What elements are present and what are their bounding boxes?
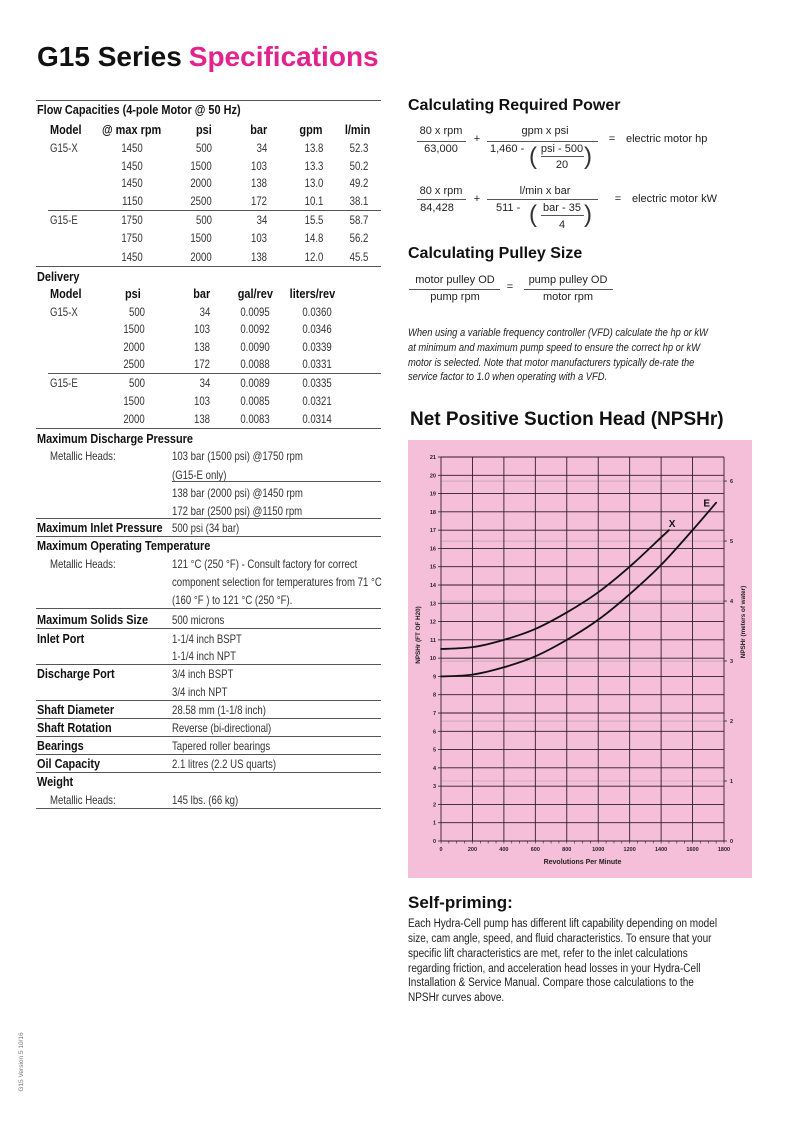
npsh-chart xyxy=(408,440,752,878)
equals-sign: = xyxy=(608,133,616,145)
spec-label-max-inlet: Maximum Inlet Pressure xyxy=(37,520,163,535)
cell-psi: 500 xyxy=(128,305,145,319)
cell-gal-rev: 0.0085 xyxy=(240,394,270,408)
y-tick-label: 21 xyxy=(429,455,436,461)
col-header-liters-rev: liters/rev xyxy=(289,286,335,301)
x-tick-label: 1400 xyxy=(654,847,668,853)
col-header-model: Model xyxy=(50,122,82,137)
formula-result: electric motor hp xyxy=(626,133,708,145)
cell-gpm: 15.5 xyxy=(304,213,323,227)
equals-sign: = xyxy=(506,281,514,293)
divider xyxy=(36,700,381,701)
spec-label-discharge-port: Discharge Port xyxy=(37,666,115,681)
formula-denominator: 63,000 xyxy=(424,143,458,155)
body-line: size, cam angle, speed, and fluid characteristics. To ensure that your xyxy=(408,933,712,945)
cell-bar: 138 xyxy=(193,412,210,426)
formula-denominator: 84,428 xyxy=(420,202,454,214)
cell-lmin: 45.5 xyxy=(349,250,368,264)
spec-label-shaft-rotation: Shaft Rotation xyxy=(37,720,112,735)
spec-label-inlet-port: Inlet Port xyxy=(37,631,85,646)
y2-axis-title: NPSHr (meters of water) xyxy=(740,585,747,659)
body-line: NPSHr curves above. xyxy=(408,992,505,1004)
cell-rpm: 1450 xyxy=(121,141,143,155)
y2-tick-label: 6 xyxy=(730,479,734,486)
spec-sublabel-metallic-heads: Metallic Heads: xyxy=(50,449,116,463)
y-tick-label: 18 xyxy=(429,509,436,516)
spec-label-max-temp: Maximum Operating Temperature xyxy=(37,538,211,553)
y2-tick-label: 5 xyxy=(730,539,734,546)
cell-lmin: 38.1 xyxy=(349,194,368,208)
npsh-chart-panel xyxy=(408,440,752,878)
cell-gpm: 13.3 xyxy=(304,159,323,173)
cell-liters-rev: 0.0314 xyxy=(302,412,332,426)
spec-sublabel-metallic-heads: Metallic Heads: xyxy=(50,793,116,807)
y-tick-label: 3 xyxy=(432,784,436,791)
spec-value: 500 microns xyxy=(172,613,225,627)
formula-denominator-prefix: 1,460 - xyxy=(490,143,525,155)
note-line: service factor to 1.0 when operating with a VFD. xyxy=(408,371,608,383)
fraction-bar xyxy=(541,215,584,216)
y-tick-label: 10 xyxy=(429,656,436,663)
spec-value: 500 psi (34 bar) xyxy=(172,521,240,535)
y-tick-label: 8 xyxy=(432,692,436,699)
cell-liters-rev: 0.0335 xyxy=(302,376,332,390)
cell-bar: 138 xyxy=(193,340,210,354)
spec-label-shaft-diameter: Shaft Diameter xyxy=(37,702,115,717)
formula-denominator: pump rpm xyxy=(430,291,480,303)
close-paren: ) xyxy=(584,143,592,170)
equals-sign: = xyxy=(614,193,622,205)
divider xyxy=(36,772,381,773)
self-priming-title: Self-priming: xyxy=(408,893,513,912)
col-header-psi: psi xyxy=(125,286,141,301)
title-series: G15 Series xyxy=(37,41,182,72)
y-tick-label: 15 xyxy=(429,564,436,571)
cell-model: G15-X xyxy=(50,141,78,155)
cell-bar: 34 xyxy=(199,305,210,319)
page-title xyxy=(37,41,379,73)
col-header-bar: bar xyxy=(250,122,267,137)
y-tick-label: 1 xyxy=(432,820,436,827)
open-paren: ( xyxy=(529,143,537,170)
x-tick-label: 1600 xyxy=(686,847,699,853)
cell-gpm: 13.8 xyxy=(304,141,323,155)
y-tick-label: 11 xyxy=(430,637,436,644)
inner-numerator: psi - 500 xyxy=(540,143,584,155)
cell-gal-rev: 0.0095 xyxy=(240,305,270,319)
spec-value: 103 bar (1500 psi) @1750 rpm xyxy=(172,449,303,463)
y-tick-label: 20 xyxy=(429,473,436,480)
divider xyxy=(48,210,381,211)
y-tick-label: 5 xyxy=(432,747,436,754)
spec-value: 1-1/4 inch NPT xyxy=(172,649,237,663)
spec-value: 3/4 inch NPT xyxy=(172,685,228,699)
formula-denominator-prefix: 511 - xyxy=(496,202,521,214)
y-axis-title: NPSHr (FT OF H20) xyxy=(415,606,422,664)
spec-value: Tapered roller bearings xyxy=(172,739,271,753)
y2-tick-label: 4 xyxy=(730,599,734,606)
spec-label-bearings: Bearings xyxy=(37,738,84,753)
cell-psi: 2000 xyxy=(123,412,145,426)
cell-lmin: 56.2 xyxy=(349,231,368,245)
pulley-title: Calculating Pulley Size xyxy=(408,245,583,262)
inner-denominator: 20 xyxy=(555,159,569,171)
cell-liters-rev: 0.0331 xyxy=(302,357,332,371)
cell-gal-rev: 0.0089 xyxy=(240,376,270,390)
y-tick-label: 7 xyxy=(432,711,436,717)
cell-psi: 2500 xyxy=(190,194,212,208)
plus-sign: + xyxy=(473,193,481,205)
cell-bar: 34 xyxy=(199,376,210,390)
cell-gal-rev: 0.0090 xyxy=(240,340,270,354)
version-footer: G15 Version 5 10/16 xyxy=(18,1032,25,1092)
body-line: specific lift characteristics are met, refer to the inlet calculations xyxy=(408,948,688,960)
delivery-title: Delivery xyxy=(37,269,80,284)
cell-psi: 1500 xyxy=(123,394,145,408)
formula-numerator: motor pulley OD xyxy=(415,274,495,286)
inner-denominator: 4 xyxy=(558,219,566,231)
spec-label-max-solids: Maximum Solids Size xyxy=(37,612,149,627)
divider xyxy=(36,536,381,537)
cell-lmin: 50.2 xyxy=(349,159,368,173)
cell-rpm: 1750 xyxy=(121,213,143,227)
divider xyxy=(36,718,381,719)
cell-rpm: 1450 xyxy=(121,159,143,173)
y-tick-label: 19 xyxy=(429,491,436,498)
spec-value: component selection for temperatures from 71 °C xyxy=(172,575,382,589)
formula-numerator: 80 x rpm xyxy=(419,125,463,137)
spec-value: 2.1 litres (2.2 US quarts) xyxy=(172,757,277,771)
cell-bar: 34 xyxy=(256,141,267,155)
cell-rpm: 1150 xyxy=(122,194,143,208)
cell-liters-rev: 0.0339 xyxy=(302,340,332,354)
spec-sublabel-metallic-heads: Metallic Heads: xyxy=(50,557,116,571)
cell-bar: 172 xyxy=(193,357,210,371)
cell-bar: 172 xyxy=(250,194,267,208)
spec-value: 28.58 mm (1-1/8 inch) xyxy=(172,703,266,717)
cell-psi: 500 xyxy=(195,141,212,155)
cell-liters-rev: 0.0346 xyxy=(302,322,332,336)
cell-gal-rev: 0.0088 xyxy=(240,357,270,371)
y-tick-label: 14 xyxy=(429,583,436,589)
cell-psi: 500 xyxy=(128,376,145,390)
cell-model: G15-E xyxy=(50,376,78,390)
y-tick-label: 9 xyxy=(432,674,436,681)
divider xyxy=(36,808,381,809)
divider xyxy=(36,100,381,101)
cell-bar: 103 xyxy=(193,322,210,336)
cell-bar: 103 xyxy=(250,231,267,245)
y-tick-label: 0 xyxy=(432,839,436,845)
x-tick-label: 400 xyxy=(499,847,509,853)
x-tick-label: 1200 xyxy=(623,847,636,853)
cell-bar: 138 xyxy=(250,250,267,264)
y-tick-label: 12 xyxy=(429,619,436,626)
y2-tick-label: 0 xyxy=(730,839,734,845)
y-tick-label: 16 xyxy=(429,546,436,553)
cell-rpm: 1450 xyxy=(121,250,143,264)
cell-bar: 103 xyxy=(193,394,210,408)
spec-value: 138 bar (2000 psi) @1450 rpm xyxy=(172,486,303,500)
cell-psi: 2000 xyxy=(190,176,212,190)
col-header-gpm: gpm xyxy=(298,122,322,137)
col-header-bar: bar xyxy=(193,286,210,301)
y-tick-label: 6 xyxy=(432,729,436,736)
spec-value: (160 °F ) to 121 °C (250 °F). xyxy=(172,593,293,607)
col-header-psi: psi xyxy=(196,122,212,137)
body-line: regarding friction, and acceleration head losses in your Hydra-Cell xyxy=(408,963,701,975)
divider xyxy=(36,518,381,519)
spec-value: 3/4 inch BSPT xyxy=(172,667,234,681)
formula-numerator: 80 x rpm xyxy=(419,185,463,197)
spec-label-oil-capacity: Oil Capacity xyxy=(37,756,101,771)
y-tick-label: 2 xyxy=(432,802,436,809)
formula-numerator: pump pulley OD xyxy=(528,274,608,286)
inner-numerator: bar - 35 xyxy=(543,202,581,214)
fraction-bar xyxy=(417,199,466,200)
spec-value: 1-1/4 inch BSPT xyxy=(172,632,242,646)
note-line: When using a variable frequency controller (VFD) calculate the hp or kW xyxy=(408,327,708,339)
col-header-max-rpm: @ max rpm xyxy=(102,122,162,137)
x-tick-label: 800 xyxy=(562,847,572,853)
cell-bar: 103 xyxy=(250,159,267,173)
x-tick-label: 0 xyxy=(439,847,443,853)
cell-gpm: 12.0 xyxy=(304,250,323,264)
divider xyxy=(36,266,381,267)
cell-gpm: 14.8 xyxy=(304,231,323,245)
y-tick-label: 4 xyxy=(432,765,436,772)
cell-psi: 1500 xyxy=(190,159,212,173)
cell-psi: 2500 xyxy=(123,357,145,371)
formula-numerator: l/min x bar xyxy=(519,185,571,197)
cell-psi: 2000 xyxy=(123,340,145,354)
npsh-title: Net Positive Suction Head (NPSHr) xyxy=(410,409,724,430)
divider xyxy=(36,736,381,737)
cell-rpm: 1450 xyxy=(121,176,143,190)
cell-rpm: 1750 xyxy=(121,231,143,245)
cell-lmin: 52.3 xyxy=(349,141,368,155)
plus-sign: + xyxy=(473,133,481,145)
spec-label-weight: Weight xyxy=(37,774,74,789)
spec-value: 145 lbs. (66 kg) xyxy=(172,793,239,807)
note-line: at minimum and maximum pump speed to ensure the correct hp or kW xyxy=(408,342,701,354)
power-title: Calculating Required Power xyxy=(408,97,621,114)
x-tick-label: 1000 xyxy=(592,847,605,853)
divider xyxy=(36,754,381,755)
divider xyxy=(172,481,381,482)
y-tick-label: 13 xyxy=(429,601,436,608)
body-line: Each Hydra-Cell pump has different lift capability depending on model xyxy=(408,918,718,930)
cell-liters-rev: 0.0360 xyxy=(302,305,332,319)
formula-denominator: motor rpm xyxy=(542,291,594,303)
divider xyxy=(36,428,381,429)
cell-bar: 138 xyxy=(250,176,267,190)
cell-gpm: 13.0 xyxy=(304,176,323,190)
formula-result: electric motor kW xyxy=(632,193,717,205)
cell-bar: 34 xyxy=(256,213,267,227)
spec-value: Reverse (bi-directional) xyxy=(172,721,272,735)
cell-gal-rev: 0.0092 xyxy=(240,322,270,336)
divider xyxy=(48,373,381,374)
x-tick-label: 1800 xyxy=(717,847,731,853)
formula-numerator: gpm x psi xyxy=(521,125,569,137)
curve-label-e: E xyxy=(703,498,711,510)
y2-tick-label: 3 xyxy=(730,659,734,666)
note-line: motor is selected. Note that motor manufacturers typically de-rate the xyxy=(408,357,695,369)
cell-gpm: 10.1 xyxy=(304,194,323,208)
cell-gal-rev: 0.0083 xyxy=(240,412,270,426)
y2-tick-label: 1 xyxy=(730,779,734,786)
curve-label-x: X xyxy=(668,518,676,530)
cell-psi: 1500 xyxy=(190,231,212,245)
col-header-gal-rev: gal/rev xyxy=(237,286,273,301)
x-tick-label: 200 xyxy=(467,847,478,853)
cell-lmin: 58.7 xyxy=(349,213,368,227)
cell-liters-rev: 0.0321 xyxy=(302,394,332,408)
cell-model: G15-X xyxy=(50,305,78,319)
divider xyxy=(36,664,381,665)
cell-lmin: 49.2 xyxy=(349,176,368,190)
x-tick-label: 600 xyxy=(530,847,540,853)
close-paren: ) xyxy=(584,201,592,228)
fraction-bar xyxy=(541,156,584,157)
spec-label-max-discharge: Maximum Discharge Pressure xyxy=(37,431,193,446)
open-paren: ( xyxy=(529,201,537,228)
divider xyxy=(36,628,381,629)
body-line: Installation & Service Manual. Compare those calculations to the xyxy=(408,977,694,989)
col-header-lmin: l/min xyxy=(344,122,370,137)
divider xyxy=(36,608,381,609)
cell-psi: 500 xyxy=(195,213,212,227)
x-axis-title: Revolutions Per Minute xyxy=(543,859,622,866)
spec-value: 121 °C (250 °F) - Consult factory for correct xyxy=(172,557,358,571)
cell-psi: 2000 xyxy=(190,250,212,264)
spec-value: 172 bar (2500 psi) @1150 rpm xyxy=(172,504,303,518)
cell-psi: 1500 xyxy=(123,322,145,336)
spec-value: (G15-E only) xyxy=(172,468,227,482)
flow-title: Flow Capacities (4-pole Motor @ 50 Hz) xyxy=(37,102,241,117)
y2-tick-label: 2 xyxy=(730,719,734,726)
y-tick-label: 17 xyxy=(429,528,436,535)
title-specifications: Specifications xyxy=(188,41,379,72)
col-header-model: Model xyxy=(50,286,82,301)
cell-model: G15-E xyxy=(50,213,78,227)
fraction-bar xyxy=(487,199,598,200)
